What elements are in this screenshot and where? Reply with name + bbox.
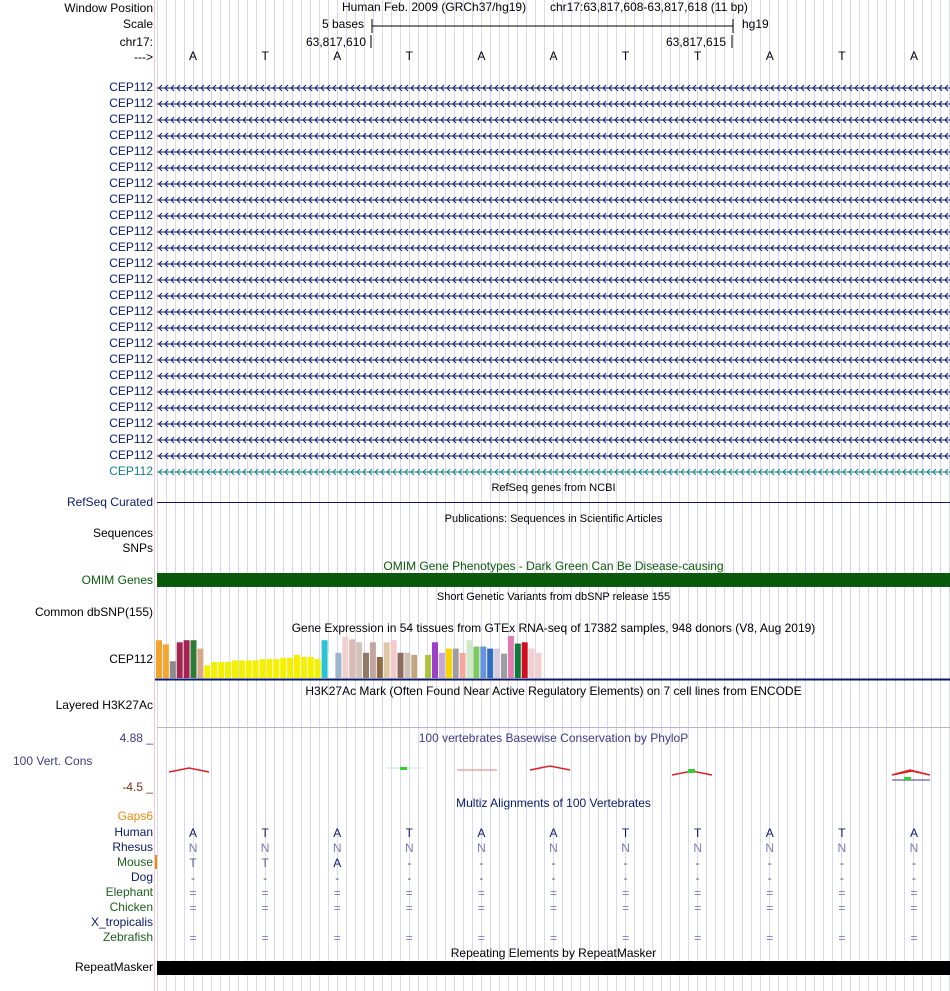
gencode-gene-label[interactable]: CEP112 [109,400,153,414]
gtex-tissue-bar [184,640,190,678]
gencode-gene-label[interactable]: CEP112 [109,80,153,94]
gencode-transcript[interactable] [157,211,950,221]
gtex-tissue-bar [246,660,252,678]
alignment-base: = [766,901,774,915]
alignment-base: - [839,871,844,885]
gtex-tissue-bar [384,642,390,678]
cons-min-label: -4.5 _ [122,780,153,794]
alignment-base: T [694,826,702,840]
gtex-tissue-bar [260,659,266,678]
alignment-base: T [838,826,846,840]
gtex-tissue-bar [418,655,424,678]
gtex-tissue-bar [411,655,417,678]
species-label[interactable]: Rhesus [112,840,153,854]
alignment-base: - [191,871,196,885]
species-label[interactable]: Dog [130,870,153,884]
label-separator [154,0,155,991]
gtex-tissue-bar [287,658,293,678]
gencode-gene-label[interactable]: CEP112 [109,208,153,222]
gencode-transcript[interactable] [157,291,950,301]
alignment-base: = [694,931,702,945]
alignment-base: = [549,886,557,900]
gtex-tissue-bar [473,647,479,679]
gtex-tissue-bar [529,649,535,678]
gtex-tissue-bar [398,653,404,678]
assembly-name: Human Feb. 2009 (GRCh37/hg19) [342,0,527,14]
gtex-tissue-bar [370,642,376,678]
alignment-base: = [622,886,630,900]
cons-wiggle[interactable] [157,760,950,784]
gencode-transcript[interactable] [157,435,950,445]
alignment-base: T [261,856,269,870]
gencode-transcript[interactable] [157,403,950,413]
position-range: chr17:63,817,608-63,817,618 (11 bp) [550,0,748,14]
gencode-gene-label[interactable]: CEP112 [109,144,153,158]
alignment-base: = [910,901,918,915]
omim-label[interactable]: OMIM Genes [81,573,153,587]
alignment-base: T [261,826,269,840]
alignment-base: N [549,841,558,855]
gencode-transcript[interactable] [157,259,950,269]
alignment-base: = [333,886,341,900]
gtex-tissue-bar [273,659,279,678]
base-letter: T [838,49,846,63]
chrom-label: chr17: [119,35,153,49]
snps-label[interactable]: SNPs [122,541,153,555]
gtex-tissue-bar [232,660,238,678]
gtex-tissue-bar [308,657,314,678]
alignment-base: = [910,931,918,945]
gtex-tissue-bar [211,662,217,678]
alignment-base: N [837,841,847,855]
base-letter: A [765,49,774,63]
sequences-label[interactable]: Sequences [92,526,153,540]
scale-bar [370,17,736,49]
base-letter: A [477,49,486,63]
alignment-base: - [839,856,844,870]
h3k27ac-track-title[interactable]: H3K27Ac Mark (Often Found Near Active Regulatory Elements) on 7 cell lines from ENCODE [305,684,802,698]
gencode-gene-label[interactable]: CEP112 [109,368,153,382]
gtex-gene-label[interactable]: CEP112 [109,652,153,666]
gtex-tissue-bar [177,642,183,678]
alignment-base: = [838,886,846,900]
gtex-tissue-bar [349,639,355,678]
alignment-base: N [404,841,414,855]
alignment-base: N [693,841,702,855]
gencode-gene-label[interactable]: CEP112 [109,448,153,462]
base-letter: A [189,49,198,63]
alignment-base: A [765,826,774,840]
alignment-base: N [621,841,630,855]
h3k27ac-label[interactable]: Layered H3K27Ac [55,698,153,712]
gtex-tissue-bar [425,655,431,678]
species-label[interactable]: Mouse [116,855,153,869]
gtex-tissue-bar [432,642,438,678]
gtex-tissue-bar [467,640,473,678]
base-letter: T [261,49,269,63]
alignment-base: A [909,826,918,840]
alignment-base: N [332,841,342,855]
gtex-tissue-bar [163,644,169,678]
gtex-tissue-bar [508,636,514,678]
alignment-base: = [333,931,341,945]
gencode-transcript[interactable] [157,115,950,125]
alignment-base: - [407,856,412,870]
gencode-gene-label[interactable]: CEP112 [109,464,153,478]
window-position-label: Window Position [64,1,153,15]
gtex-tissue-bar [522,642,528,678]
alignment-base: = [838,901,846,915]
gencode-transcript[interactable] [157,275,950,285]
gencode-transcript[interactable] [157,131,950,141]
refseq-label[interactable]: RefSeq Curated [66,495,153,509]
gencode-gene-label[interactable]: CEP112 [109,384,153,398]
h3k27ac-baseline [157,727,950,728]
gtex-tissue-bar [294,655,300,678]
gencode-transcript[interactable] [157,243,950,253]
gtex-tissue-bar [446,649,452,678]
alignment-base: T [621,826,630,840]
dbsnp-label[interactable]: Common dbSNP(155) [34,605,153,619]
alignment-base: - [623,856,628,870]
gtex-tissue-bar [391,640,397,678]
gtex-track-title[interactable]: Gene Expression in 54 tissues from GTEx RNA-seq of 17382 samples, 948 donors (V8, Aug 2019) [291,621,816,635]
alignment-base: = [189,931,197,945]
alignment-base: N [260,841,270,855]
gtex-tissue-bar [494,649,500,678]
alignment-base: - [911,856,916,870]
gtex-tissue-bar [322,640,328,678]
alignment-base: = [694,886,702,900]
alignment-base: - [551,856,556,870]
multiz-track-title[interactable]: Multiz Alignments of 100 Vertebrates [456,796,651,810]
gtex-tissue-bar [335,653,341,678]
gencode-gene-label[interactable]: CEP112 [109,256,153,270]
alignment-base: A [333,826,342,840]
gtex-tissue-bar [239,660,245,678]
gtex-tissue-bar [156,640,162,678]
alignment-base: - [263,871,268,885]
gtex-tissue-bar [356,642,362,678]
alignment-base: A [549,826,558,840]
gencode-transcript[interactable] [157,147,950,157]
gencode-gene-label[interactable]: CEP112 [109,112,153,126]
alignment-base: T [405,826,413,840]
alignment-base: - [695,871,700,885]
scale-bases: 5 bases [322,17,365,31]
alignment-base: = [477,931,485,945]
alignment-base: = [189,901,197,915]
gencode-transcript[interactable] [157,195,950,205]
gencode-gene-label[interactable]: CEP112 [109,224,153,238]
gtex-tissue-bar [377,657,383,678]
alignment-base: = [261,886,269,900]
base-letter: A [333,49,342,63]
alignment-base: = [405,931,413,945]
alignment-base: - [767,871,772,885]
gtex-tissue-bar [315,659,321,678]
refseq-track-title[interactable]: RefSeq genes from NCBI [491,482,616,494]
gtex-tissue-bar [515,644,521,678]
gtex-tissue-bar [404,653,410,678]
gencode-gene-label[interactable]: CEP112 [109,128,153,142]
position-right: 63,817,615 [666,35,727,49]
alignment-base: - [623,871,628,885]
alignment-base: - [695,856,700,870]
gtex-tissue-bar [501,654,507,678]
alignment-base: = [405,886,413,900]
gtex-tissue-bar [453,649,459,678]
alignment-base: = [838,931,846,945]
dbsnp-track-title[interactable]: Short Genetic Variants from dbSNP release 155 [436,591,671,603]
alignment-base: - [911,871,916,885]
gtex-tissue-bar [439,653,445,678]
species-label[interactable]: Zebrafish [102,930,153,944]
alignment-base: A [477,826,486,840]
gencode-transcript[interactable] [157,467,950,477]
alignment-base: A [333,856,342,870]
gencode-gene-label[interactable]: CEP112 [109,432,153,446]
gencode-transcript[interactable] [157,83,950,93]
gencode-transcript[interactable] [157,419,950,429]
alignment-base: = [766,931,774,945]
gencode-transcript[interactable] [157,99,950,109]
gencode-transcript[interactable] [157,227,950,237]
gencode-gene-label[interactable]: CEP112 [109,288,153,302]
gtex-tissue-bar [487,649,493,678]
alignment-base: - [767,856,772,870]
gencode-transcript[interactable] [157,371,950,381]
gencode-gene-label[interactable]: CEP112 [109,336,153,350]
gencode-gene-label[interactable]: CEP112 [109,240,153,254]
base-letter: A [549,49,558,63]
gtex-tissue-bar [536,653,542,678]
repeatmasker-bar[interactable] [157,961,950,975]
gtex-tissue-bar [225,662,231,678]
gtex-tissue-bar [301,657,307,678]
gencode-transcript[interactable] [157,339,950,349]
gtex-tissue-bar [266,659,272,678]
scale-db: hg19 [742,17,769,31]
mouse-gap-marker [155,855,157,869]
alignment-base: = [189,886,197,900]
gtex-tissue-bar [218,662,224,678]
gencode-gene-label[interactable]: CEP112 [109,176,153,190]
alignment-base: = [766,886,774,900]
base-letter: T [694,49,702,63]
alignment-base: - [551,871,556,885]
gencode-gene-label[interactable]: CEP112 [109,304,153,318]
alignment-base: = [622,931,630,945]
repeatmasker-label[interactable]: RepeatMasker [74,960,153,974]
gencode-gene-label[interactable]: CEP112 [109,160,153,174]
omim-track-title[interactable]: OMIM Gene Phenotypes - Dark Green Can Be Disease-causing [383,559,724,573]
gencode-transcript[interactable] [157,451,950,461]
gencode-transcript[interactable] [157,163,950,173]
gencode-transcript[interactable] [157,179,950,189]
base-letter: T [405,49,413,63]
alignment-base: = [622,901,630,915]
alignment-base: - [335,871,340,885]
gtex-tissue-bar [197,649,203,678]
alignment-base: - [479,856,484,870]
gtex-tissue-bar [480,647,486,679]
gtex-tissue-bar [342,637,348,678]
alignment-base: N [188,841,198,855]
alignment-base: = [261,901,269,915]
omim-gene-bar[interactable] [157,573,950,587]
gtex-tissue-bar [329,653,335,678]
gtex-tissue-bar [363,653,369,678]
alignment-base: = [477,886,485,900]
species-label[interactable]: X_tropicalis [90,915,153,929]
cons-track-label[interactable]: 100 Vert. Cons [13,754,93,768]
strand-arrow-label[interactable]: ---> [134,50,153,64]
base-letter: T [621,49,630,63]
refseq-line[interactable] [157,502,950,503]
alignment-base: T [189,856,197,870]
alignment-base: N [909,841,919,855]
gencode-gene-label[interactable]: CEP112 [109,320,153,334]
alignment-base: N [765,841,775,855]
alignment-base: = [549,901,557,915]
alignment-base: = [477,901,485,915]
alignment-base: = [333,901,341,915]
alignment-base: A [189,826,198,840]
gencode-gene-label[interactable]: CEP112 [109,272,153,286]
gencode-transcript[interactable] [157,387,950,397]
alignment-base: N [477,841,486,855]
species-label[interactable]: Human [114,825,153,839]
gtex-tissue-bar [191,640,197,678]
alignment-base: - [407,871,412,885]
species-label[interactable]: Elephant [105,885,153,899]
gencode-gene-label[interactable]: CEP112 [109,96,153,110]
publications-track-title[interactable]: Publications: Sequences in Scientific Articles [444,513,663,525]
position-left: 63,817,610 [306,35,367,49]
alignment-base: - [479,871,484,885]
cons-max-label: 4.88 _ [119,731,153,745]
base-letter: A [909,49,918,63]
scale-label: Scale [122,17,153,31]
gtex-tissue-bar [460,653,466,678]
alignment-base: = [549,931,557,945]
species-label[interactable]: Chicken [109,900,153,914]
gtex-expression-chart[interactable] [155,636,950,682]
gtex-tissue-bar [280,658,286,678]
cons-track-title[interactable]: 100 vertebrates Basewise Conservation by PhyloP [418,731,689,745]
gtex-tissue-bar [170,661,176,678]
alignment-base: = [910,886,918,900]
gencode-transcript[interactable] [157,307,950,317]
gaps-label[interactable]: Gaps6 [117,809,153,823]
gencode-transcript[interactable] [157,355,950,365]
gencode-gene-label[interactable]: CEP112 [109,352,153,366]
alignment-base: = [261,931,269,945]
gtex-tissue-bar [204,665,210,678]
gtex-tissue-bar [253,660,259,678]
alignment-base: = [405,901,413,915]
gencode-gene-label[interactable]: CEP112 [109,192,153,206]
gencode-gene-label[interactable]: CEP112 [109,416,153,430]
rmsk-track-title[interactable]: Repeating Elements by RepeatMasker [450,946,657,960]
gencode-transcript[interactable] [157,323,950,333]
alignment-base: = [694,901,702,915]
